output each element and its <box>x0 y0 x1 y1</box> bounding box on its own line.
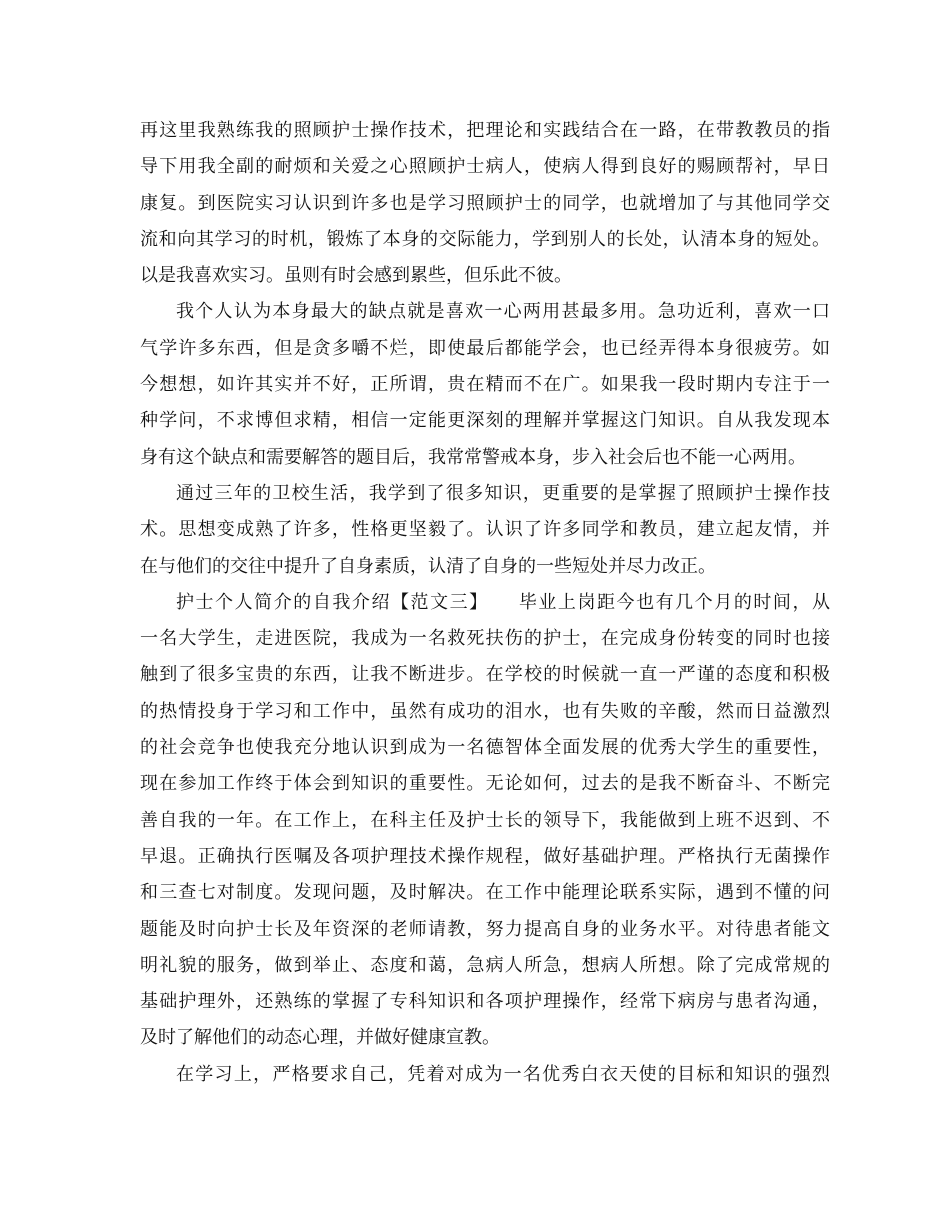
text-line: 的热情投身于学习和工作中，虽然有成功的泪水，也有失败的辛酸，然而日益激烈 <box>140 700 830 722</box>
document-body <box>140 113 830 1093</box>
text-line: 在与他们的交往中提升了自身素质，认清了自身的一些短处并尽力改正。 <box>140 555 716 577</box>
text-line: 术。思想变成熟了许多，性格更坚毅了。认识了许多同学和教员，建立起友情，并 <box>140 519 830 541</box>
text-line: 在学习上，严格要求自己，凭着对成为一名优秀白衣天使的目标和知识的强烈 <box>176 1063 830 1085</box>
text-line: 触到了很多宝贵的东西，让我不断进步。在学校的时候就一直一严谨的态度和积极 <box>140 664 830 686</box>
text-line: 再这里我熟练我的照顾护士操作技术，把理论和实践结合在一路，在带教教员的指 <box>140 120 830 141</box>
text-line: 及时了解他们的动态心理，并做好健康宣教。 <box>140 1027 500 1049</box>
text-line: 基础护理外，还熟练的掌握了专科知识和各项护理操作，经常下病房与患者沟通， <box>140 991 830 1013</box>
text-line: 流和向其学习的时机，锻炼了本身的交际能力，学到别人的长处，认清本身的短处。 <box>140 228 830 250</box>
text-line: 以是我喜欢实习。虽则有时会感到累些，但乐此不彼。 <box>140 265 572 287</box>
text-line: 导下用我全副的耐烦和关爱之心照顾护士病人，使病人得到良好的赐顾帮衬，早日 <box>140 156 830 178</box>
text-line: 护士个人简介的自我介绍【范文三】 毕业上岗距今也有几个月的时间，从 <box>176 591 830 613</box>
text-line: 今想想，如许其实并不好，正所谓，贵在精而不在广。如果我一段时期内专注于一 <box>140 374 830 396</box>
text-line: 善自我的一年。在工作上，在科主任及护士长的领导下，我能做到上班不迟到、不 <box>140 809 830 831</box>
text-line: 早退。正确执行医嘱及各项护理技术操作规程，做好基础护理。严格执行无菌操作 <box>140 845 830 867</box>
text-line: 通过三年的卫校生活，我学到了很多知识，更重要的是掌握了照顾护士操作技 <box>176 482 830 504</box>
text-line: 气学许多东西，但是贪多嚼不烂，即使最后都能学会，也已经弄得本身很疲劳。如 <box>140 337 830 359</box>
text-line: 一名大学生，走进医院，我成为一名救死扶伤的护士，在完成身份转变的同时也接 <box>140 628 830 650</box>
text-line: 种学问，不求博但求精，相信一定能更深刻的理解并掌握这门知识。自从我发现本 <box>140 410 830 432</box>
text-line: 我个人认为本身最大的缺点就是喜欢一心两用甚最多用。急功近利，喜欢一口 <box>176 301 830 323</box>
text-line: 和三查七对制度。发现问题，及时解决。在工作中能理论联系实际，遇到不懂的问 <box>140 882 830 904</box>
text-line: 康复。到医院实习认识到许多也是学习照顾护士的同学，也就增加了与其他同学交 <box>140 192 830 214</box>
text-line: 的社会竞争也使我充分地认识到成为一名德智体全面发展的优秀大学生的重要性， <box>140 737 830 759</box>
text-line: 现在参加工作终于体会到知识的重要性。无论如何，过去的是我不断奋斗、不断完 <box>140 773 830 795</box>
text-line: 题能及时向护士长及年资深的老师请教，努力提高自身的业务水平。对待患者能文 <box>140 918 830 940</box>
text-line: 身有这个缺点和需要解答的题目后，我常常警戒本身，步入社会后也不能一心两用。 <box>140 446 806 468</box>
text-line: 明礼貌的服务，做到举止、态度和蔼，急病人所急，想病人所想。除了完成常规的 <box>140 954 830 976</box>
